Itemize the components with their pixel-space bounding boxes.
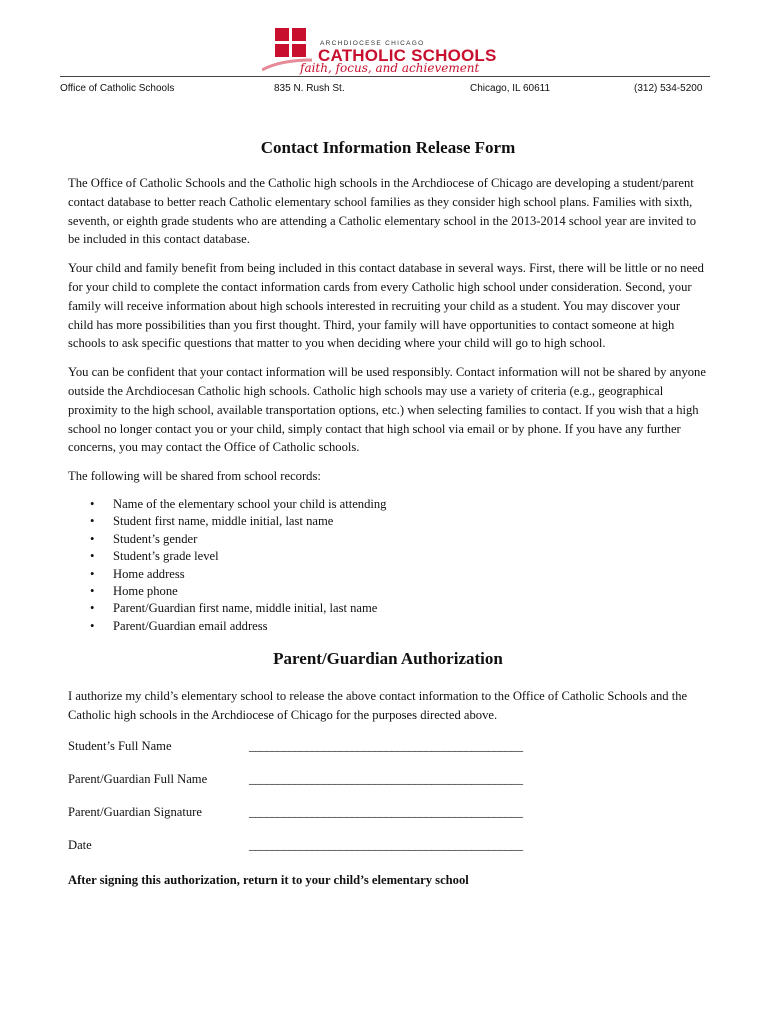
bullet-icon: • [90, 514, 95, 529]
privacy-paragraph: You can be confident that your contact information will be used responsibly. Contact information will not be shared by anyone outside the Archdiocesan Catholic high schools. Catholic high schools may use a variety of criteria (e.g., geographical proximity to the high school, available transportation options, etc.) when selecting families to contact. If you wish that a high school no longer contact you or your child, simply contact that high school via email or by phone. If you have any further concerns, you may contact the Office of Catholic schools. [68, 365, 706, 455]
form-content [68, 138, 708, 900]
bullet-icon: • [90, 531, 95, 546]
list-item: • Parent/Guardian first name, middle initial, last name [68, 600, 708, 617]
return-instructions: After signing this authorization, return it to your child’s elementary school [68, 872, 469, 887]
city-state-zip: Chicago, IL 60611 [470, 83, 551, 94]
signature-line[interactable]: ________________________________________________ [249, 771, 523, 786]
list-item: • Parent/Guardian email address [68, 618, 708, 635]
field-label: Parent/Guardian Signature [68, 804, 202, 819]
list-intro: The following will be shared from school records: [68, 469, 321, 484]
parent-signature-field[interactable] [68, 805, 708, 838]
shared-info-list [68, 496, 708, 635]
list-item: • Name of the elementary school your child is attending [68, 496, 708, 513]
field-label: Student’s Full Name [68, 738, 172, 753]
catholic-schools-logo [262, 24, 512, 80]
address-bar [60, 76, 710, 94]
authorization-text: I authorize my child’s elementary school to release the above contact information to the Office of Catholic Schools and the Catholic high schools in the Archdiocese of Chicago for the purposes directed above. [68, 689, 688, 722]
bullet-icon: • [90, 601, 95, 616]
bullet-icon: • [90, 549, 95, 564]
list-item: • Home phone [68, 583, 708, 600]
benefits-paragraph: Your child and family benefit from being included in this contact database in several ways. First, there will be little or no need for your child to complete the contact information cards from every Catholic high school under consideration. Second, your family will receive information about high schools interested in recruiting your child as a student. You may discover your child has more possibilities than you first thought. Third, your family will have opportunities to contact someone at high schools to ask specific questions that matter to you when deciding where your child will go to high school. [68, 261, 704, 351]
logo-archdiocese-text: ARCHDIOCESE CHICAGO [320, 40, 425, 47]
bullet-icon: • [90, 566, 95, 581]
bullet-icon: • [90, 583, 95, 598]
signature-line[interactable]: ________________________________________________ [249, 738, 523, 753]
signature-line[interactable]: ________________________________________________ [249, 804, 523, 819]
street-address: 835 N. Rush St. [274, 83, 345, 94]
field-label: Date [68, 837, 92, 852]
parent-name-field[interactable] [68, 772, 708, 805]
logo-title: CATHOLIC SCHOOLS [318, 46, 497, 65]
list-item: • Student’s grade level [68, 548, 708, 565]
field-label: Parent/Guardian Full Name [68, 771, 208, 786]
bullet-icon: • [90, 618, 95, 633]
office-name: Office of Catholic Schools [60, 83, 175, 94]
list-item: • Student first name, middle initial, last name [68, 513, 708, 530]
signature-line[interactable]: ________________________________________________ [249, 837, 523, 852]
list-item: • Student’s gender [68, 531, 708, 548]
date-field[interactable] [68, 838, 708, 871]
student-name-field[interactable] [68, 739, 708, 772]
bullet-icon: • [90, 496, 95, 511]
logo-tagline: faith, focus, and achievement [300, 61, 480, 75]
phone-number: (312) 534-5200 [634, 83, 703, 94]
intro-paragraph: The Office of Catholic Schools and the Catholic high schools in the Archdiocese of Chicago are developing a student/parent contact database to better reach Catholic elementary school families as they consider high school plans. Families with sixth, seventh, or eighth grade students who are attending a Catholic elementary school in the 2013-2014 school year are invited to be included in this contact database. [68, 176, 697, 247]
list-item: • Home address [68, 566, 708, 583]
form-title: Contact Information Release Form [260, 138, 516, 157]
authorization-title: Parent/Guardian Authorization [273, 649, 503, 669]
